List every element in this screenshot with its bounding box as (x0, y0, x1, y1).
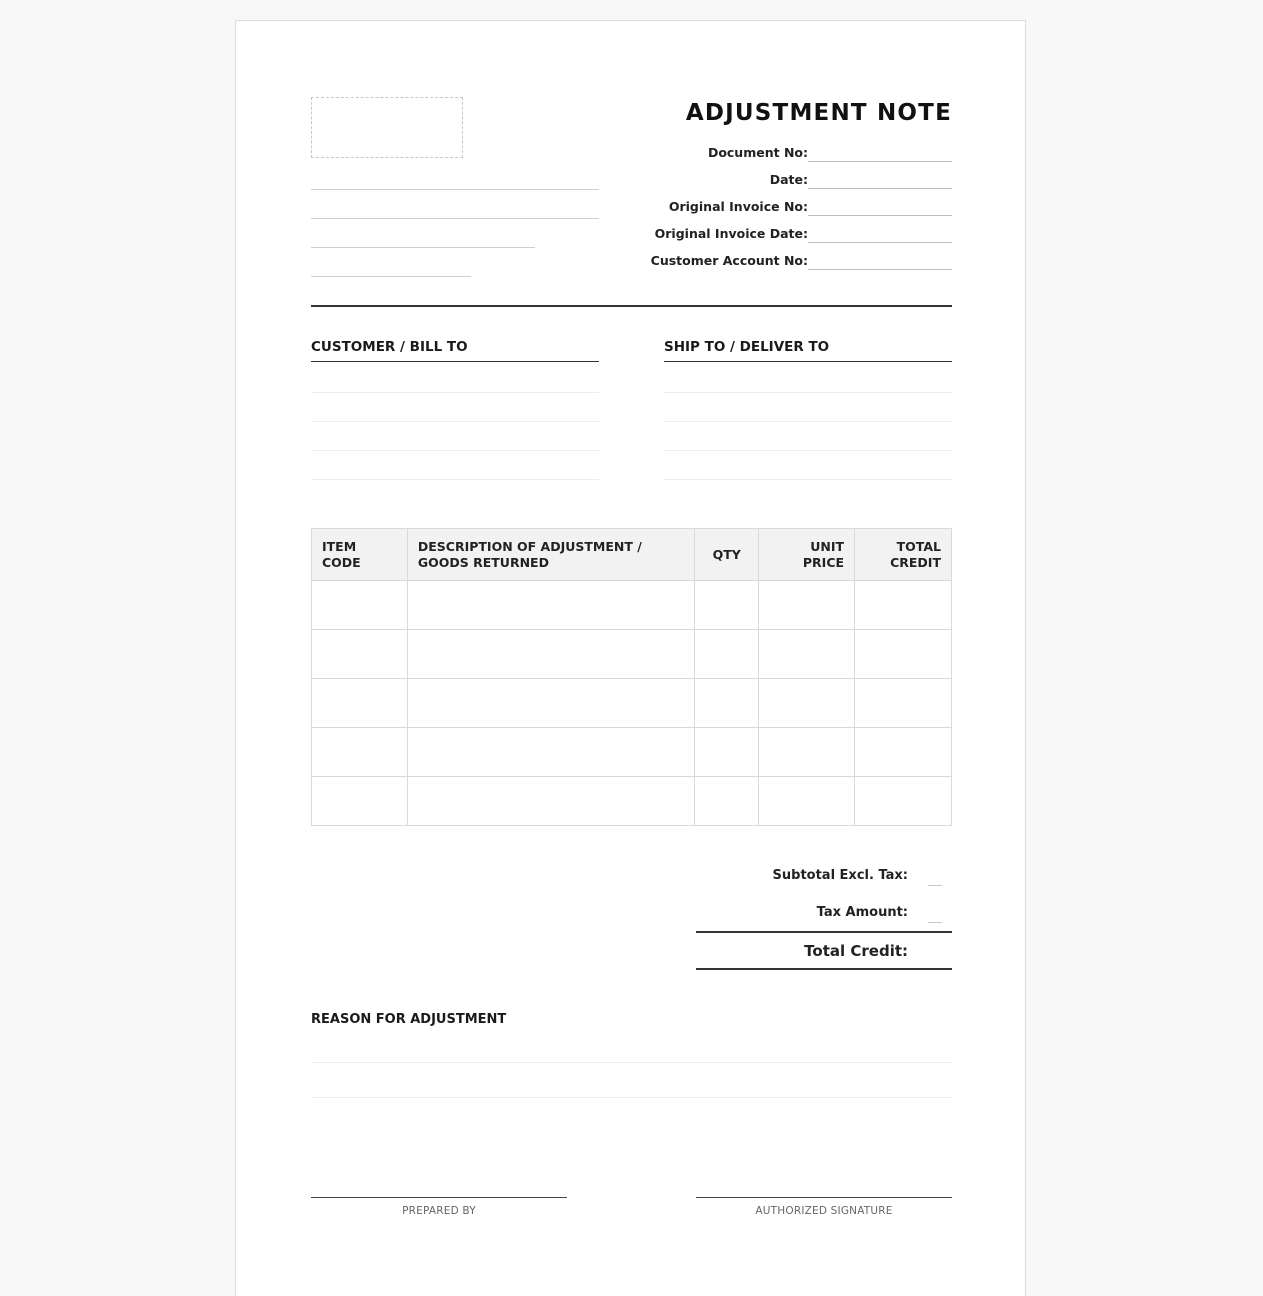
items-table (311, 528, 952, 826)
document-no-field[interactable] (808, 161, 952, 162)
table-row (312, 581, 952, 630)
table-cell[interactable] (759, 630, 855, 679)
total-rule-bottom (696, 968, 952, 970)
date-label: Date: (769, 172, 808, 187)
customer-account-no-label: Customer Account No: (650, 253, 808, 268)
table-cell[interactable] (407, 581, 694, 630)
company-address-line (311, 247, 535, 248)
table-row (312, 630, 952, 679)
bill-to-underline (311, 361, 599, 362)
column-header-unit-price: UNIT PRICE (759, 529, 855, 581)
table-cell[interactable] (759, 679, 855, 728)
reason-line[interactable] (311, 1062, 952, 1063)
tax-amount-value-field[interactable] (928, 922, 942, 923)
original-invoice-no-field[interactable] (808, 215, 952, 216)
table-cell[interactable] (695, 630, 759, 679)
table-cell[interactable] (759, 728, 855, 777)
company-address-line (311, 276, 471, 277)
prepared-by-caption: PREPARED BY (402, 1205, 476, 1217)
table-cell[interactable] (759, 777, 855, 826)
column-header-item-code: ITEM CODE (312, 529, 408, 581)
company-address-line (311, 218, 599, 219)
bill-to-line[interactable] (311, 392, 599, 393)
table-cell[interactable] (407, 679, 694, 728)
table-cell[interactable] (759, 581, 855, 630)
table-cell[interactable] (312, 777, 408, 826)
bill-to-heading: CUSTOMER / BILL TO (311, 339, 468, 355)
table-cell[interactable] (407, 728, 694, 777)
table-cell[interactable] (312, 630, 408, 679)
column-header-description: DESCRIPTION OF ADJUSTMENT / GOODS RETURNED (407, 529, 694, 581)
tax-amount-label: Tax Amount: (816, 905, 908, 920)
document-no-label: Document No: (707, 145, 808, 160)
table-cell[interactable] (855, 728, 952, 777)
table-header-row (312, 529, 952, 581)
total-rule-top (696, 931, 952, 933)
table-cell[interactable] (695, 679, 759, 728)
table-cell[interactable] (407, 777, 694, 826)
table-cell[interactable] (312, 728, 408, 777)
ship-to-line[interactable] (664, 479, 952, 480)
bill-to-line[interactable] (311, 450, 599, 451)
table-cell[interactable] (855, 581, 952, 630)
table-cell[interactable] (695, 728, 759, 777)
table-cell[interactable] (855, 679, 952, 728)
bill-to-line[interactable] (311, 421, 599, 422)
ship-to-line[interactable] (664, 450, 952, 451)
table-cell[interactable] (407, 630, 694, 679)
reason-heading: REASON FOR ADJUSTMENT (311, 1012, 507, 1027)
date-field[interactable] (808, 188, 952, 189)
logo-placeholder (311, 97, 463, 158)
table-cell[interactable] (855, 630, 952, 679)
column-header-total-credit: TOTAL CREDIT (855, 529, 952, 581)
original-invoice-date-field[interactable] (808, 242, 952, 243)
table-cell[interactable] (695, 581, 759, 630)
column-header-qty: QTY (695, 529, 759, 581)
prepared-by-signature-line[interactable] (311, 1197, 567, 1198)
authorized-signature-line[interactable] (696, 1197, 952, 1198)
table-cell[interactable] (855, 777, 952, 826)
document-title: ADJUSTMENT NOTE (685, 100, 952, 126)
ship-to-line[interactable] (664, 421, 952, 422)
reason-line[interactable] (311, 1097, 952, 1098)
table-cell[interactable] (695, 777, 759, 826)
bill-to-line[interactable] (311, 479, 599, 480)
table-cell[interactable] (312, 679, 408, 728)
ship-to-heading: SHIP TO / DELIVER TO (664, 339, 830, 355)
total-credit-label: Total Credit: (804, 942, 908, 960)
company-address-line (311, 189, 599, 190)
original-invoice-no-label: Original Invoice No: (668, 199, 808, 214)
subtotal-value-field[interactable] (928, 885, 942, 886)
subtotal-label: Subtotal Excl. Tax: (772, 868, 908, 883)
ship-to-line[interactable] (664, 392, 952, 393)
table-row (312, 728, 952, 777)
original-invoice-date-label: Original Invoice Date: (654, 226, 808, 241)
ship-to-underline (664, 361, 952, 362)
authorized-signature-caption: AUTHORIZED SIGNATURE (755, 1205, 893, 1217)
table-row (312, 777, 952, 826)
table-row (312, 679, 952, 728)
table-cell[interactable] (312, 581, 408, 630)
customer-account-no-field[interactable] (808, 269, 952, 270)
header-divider (311, 305, 952, 307)
